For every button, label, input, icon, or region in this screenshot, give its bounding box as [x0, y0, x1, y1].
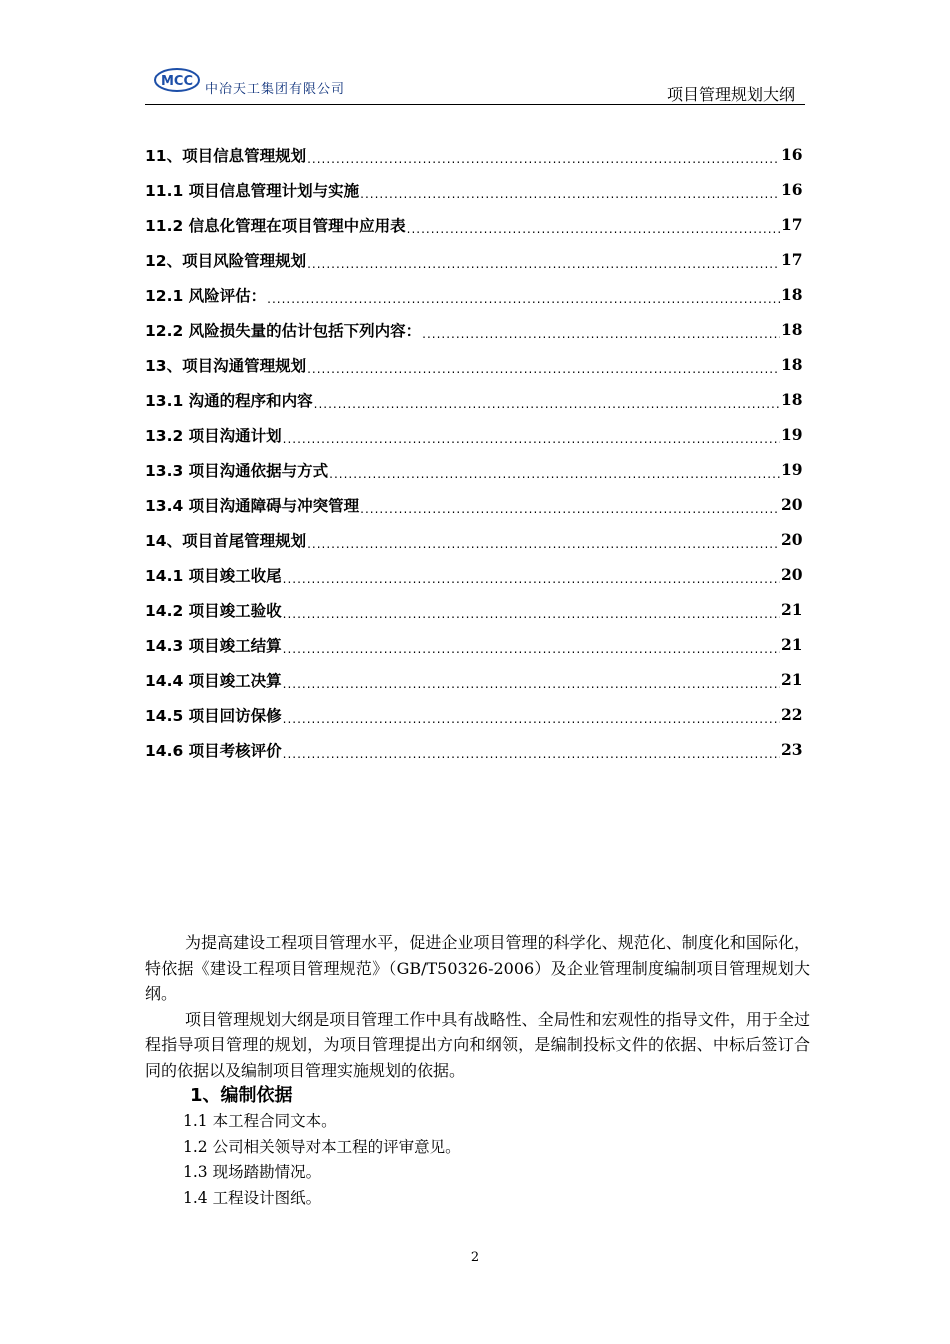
- toc-page: 17: [781, 215, 803, 234]
- toc-page: 21: [781, 635, 803, 654]
- toc-title: 13.3 项目沟通依据与方式: [145, 461, 329, 480]
- company-name: 中冶天工集团有限公司: [205, 82, 346, 97]
- toc-entry[interactable]: [145, 347, 805, 382]
- toc-leader: [314, 399, 780, 417]
- toc-page: 20: [781, 565, 803, 584]
- toc-entry[interactable]: [145, 277, 805, 312]
- svg-text:MCC: MCC: [160, 74, 194, 89]
- toc-title: 12、项目风险管理规划: [145, 251, 307, 270]
- toc-title: 14、项目首尾管理规划: [145, 531, 307, 550]
- toc-title: 12.2 风险损失量的估计包括下列内容：: [145, 321, 422, 340]
- toc-title: 14.4 项目竣工决算: [145, 671, 282, 690]
- toc-entry[interactable]: [145, 312, 805, 347]
- toc-leader: [422, 329, 780, 347]
- page-number: 2: [470, 1250, 480, 1265]
- toc-title: 13.1 沟通的程序和内容: [145, 391, 313, 410]
- toc-leader: [307, 364, 780, 382]
- toc-leader: [283, 644, 780, 662]
- document-title: 项目管理规划大纲: [666, 85, 795, 104]
- toc-entry[interactable]: [145, 732, 805, 767]
- toc-leader: [283, 714, 780, 732]
- toc-page: 18: [781, 390, 803, 409]
- toc-entry[interactable]: [145, 382, 805, 417]
- toc-entry[interactable]: [145, 172, 805, 207]
- toc-title: 12.1 风险评估：: [145, 286, 267, 305]
- toc-leader: [283, 574, 780, 592]
- toc-title: 13、项目沟通管理规划: [145, 356, 307, 375]
- toc-leader: [283, 749, 780, 767]
- basis-item: 1.1 本工程合同文本。: [183, 1112, 337, 1130]
- toc-entry[interactable]: [145, 522, 805, 557]
- toc-page: 18: [781, 320, 803, 339]
- toc-entry[interactable]: [145, 592, 805, 627]
- toc-leader: [283, 679, 780, 697]
- intro-paragraph: 为提高建设工程项目管理水平，促进企业项目管理的科学化、规范化、制度化和国际化，特依据《建设工程项目管理规范》（GB/T50326-2006）及企业管理制度编制项目管理规划大纲。: [145, 933, 810, 1003]
- toc-page: 20: [781, 495, 803, 514]
- section-heading: 1、编制依据: [190, 1085, 293, 1106]
- toc-title: 13.2 项目沟通计划: [145, 426, 282, 445]
- basis-item: 1.4 工程设计图纸。: [183, 1188, 322, 1207]
- toc-leader: [283, 609, 780, 627]
- toc-entry[interactable]: [145, 242, 805, 277]
- toc-entry[interactable]: [145, 662, 805, 697]
- toc-title: 11.2 信息化管理在项目管理中应用表: [145, 216, 406, 235]
- toc-entry[interactable]: [145, 697, 805, 732]
- basis-item: 1.3 现场踏勘情况。: [183, 1163, 322, 1181]
- toc-leader: [283, 434, 780, 452]
- toc-title: 11.1 项目信息管理计划与实施: [145, 181, 360, 200]
- toc-entry[interactable]: [145, 557, 805, 592]
- toc-page: 19: [781, 460, 803, 479]
- toc-title: 11、项目信息管理规划: [145, 146, 307, 165]
- toc-leader: [267, 294, 780, 312]
- toc-page: 18: [781, 285, 803, 304]
- basis-item: 1.2 公司相关领导对本工程的评审意见。: [183, 1137, 461, 1156]
- toc-page: 21: [781, 670, 803, 689]
- toc-entry[interactable]: [145, 137, 805, 172]
- toc-leader: [307, 539, 780, 557]
- toc-title: 14.6 项目考核评价: [145, 741, 282, 760]
- toc-page: 19: [781, 425, 803, 444]
- toc-page: 16: [781, 145, 803, 164]
- toc-title: 14.1 项目竣工收尾: [145, 566, 282, 585]
- toc-leader: [307, 154, 780, 172]
- toc-title: 13.4 项目沟通障碍与冲突管理: [145, 496, 360, 515]
- page-header: [145, 62, 805, 105]
- toc-leader: [360, 189, 780, 207]
- mcc-logo: [153, 66, 201, 94]
- toc-entry[interactable]: [145, 627, 805, 662]
- toc-leader: [360, 504, 780, 522]
- toc-page: 17: [781, 250, 803, 269]
- toc-title: 14.5 项目回访保修: [145, 706, 282, 725]
- toc-leader: [329, 469, 780, 487]
- toc-page: 21: [781, 600, 803, 619]
- toc-page: 18: [781, 355, 803, 374]
- toc-entry[interactable]: [145, 207, 805, 242]
- purpose-paragraph: 项目管理规划大纲是项目管理工作中具有战略性、全局性和宏观性的指导文件，用于全过程指导项目管理的规划，为项目管理提出方向和纲领，是编制投标文件的依据、中标后签订合同的依据以及编制项目管理实施规划的依据。: [145, 1009, 810, 1080]
- toc-page: 16: [781, 180, 803, 199]
- toc-title: 14.2 项目竣工验收: [145, 601, 282, 620]
- toc-title: 14.3 项目竣工结算: [145, 636, 282, 655]
- body-text: [145, 930, 810, 1211]
- toc-page: 23: [781, 740, 803, 759]
- toc-entry[interactable]: [145, 452, 805, 487]
- table-of-contents: [145, 137, 805, 767]
- toc-page: 22: [781, 705, 803, 724]
- toc-leader: [407, 224, 780, 242]
- toc-page: 20: [781, 530, 803, 549]
- toc-entry[interactable]: [145, 487, 805, 522]
- toc-leader: [307, 259, 780, 277]
- toc-entry[interactable]: [145, 417, 805, 452]
